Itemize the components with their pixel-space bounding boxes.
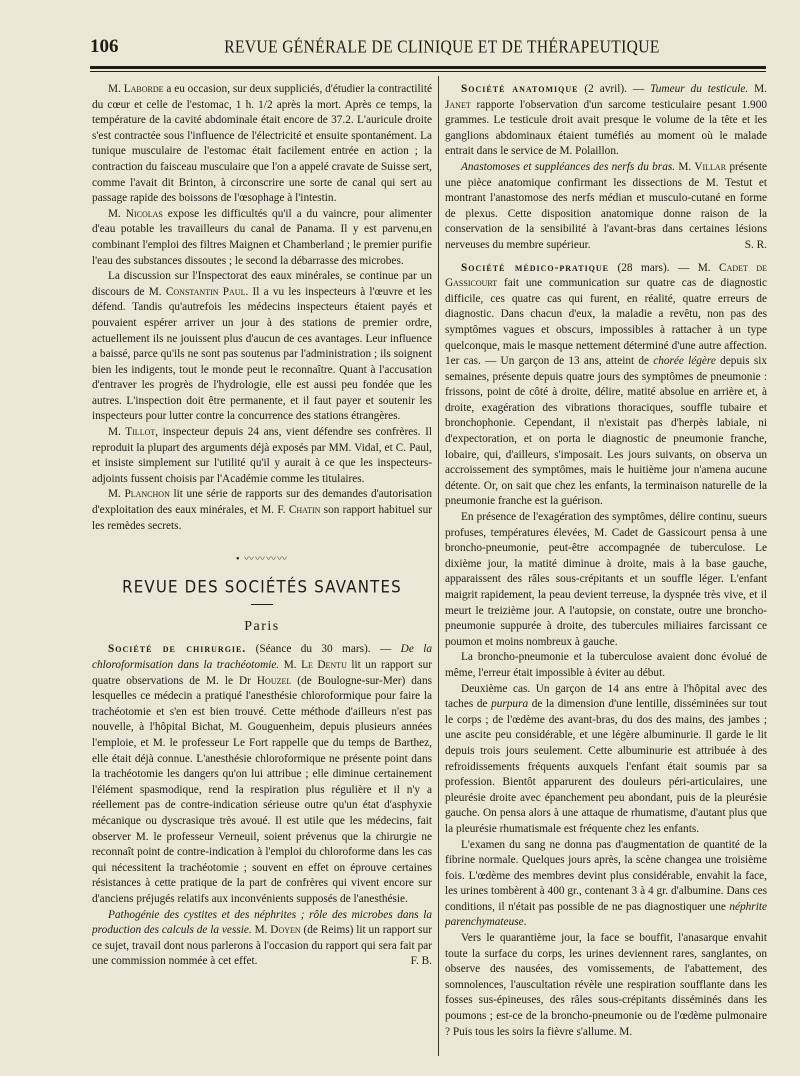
paragraph-text: a eu occasion, sur deux suppliciés, d'étudier la contractilité du cœur et celle de l'estomac, 1 h. 1/2 après la mort. Après ce temps, la température de la cavité abdominale était encore de 37.2. L'auricule droite s'est contractée sous l'influence de l'électricité et ensuite spontanément. La tunique musculaire de l'estomac était facilement entrée en action ; la contraction du faisceau musculaire que l'on a appelé cravate de Suisse sert, comme l'avait dit Brinton, à circonscrire une sorte de canal qui sert au passage rapide des boissons de l'œsophage à l'intestin.: [92, 83, 432, 205]
paragraph-planchon: [92, 487, 432, 534]
column-separator: [438, 76, 439, 1056]
paragraph-text: présente une pièce anatomique confirmant les dissections de M. Testut et montrant l'anastomose des nerfs médian et musculo-cutané en forme de plexus. Cette disposition anatomique donne raison de la conservation de la sensibilité à l'avant-bras dans certaines lésions nerveuses du membre supérieur.: [445, 160, 767, 251]
author-name: M. Laborde: [108, 83, 164, 95]
session-date: (28 mars). —: [609, 261, 698, 274]
paragraph-text: rapporte l'observation d'un sarcome testiculaire pesant 1.900 grammes. Le testicule droit avait presque le volume de la tête et les ganglions abdominaux étaient tuméfiés au moment où le malade entrait dans le service de M. Polaillon.: [445, 98, 767, 158]
section-rule: [251, 604, 273, 605]
paragraph-text: expose les difficultés qu'il a du vaincre, pour alimenter d'eau potable les travailleurs du canal de Panama. Il y est parvenu,en combinant l'emploi des filtres Maignen et Chamberland ; le premier purifie l'eau des substances dissoutes ; le second la débarrasse des microbes.: [92, 207, 432, 267]
signature: S. R.: [744, 238, 767, 251]
right-column: [445, 82, 767, 1062]
author-name: M. Nicolas: [108, 207, 163, 220]
page-header: [90, 36, 750, 60]
paragraph-quarantieme-jour: Vers le quarantième jour, la face se bouffit, l'anasarque envahit toute la surface du corps, les urines deviennent rares, sanglantes, on observe des nausées, des vomissements, de l'abattement, des somnolences, l'auscultation révèle une respiration soufflante dans les fosses sus-épineuses, des râles sous-crépitants disséminés dans les poumons ; est-ce de la broncho-pneumonie ou de l'œdème pulmonaire ? Puis tous les soirs la fièvre s'allume. M.: [445, 932, 767, 1038]
author-name: M. Tillot: [108, 426, 156, 439]
paragraph-medico-pratique: [445, 261, 767, 511]
header-rule: [90, 66, 766, 69]
page-number: 106: [90, 36, 119, 57]
author-name: M. Janet: [445, 83, 767, 111]
paragraph-tillot: [92, 425, 432, 487]
paragraph-text: Deuxième cas. Un garçon de 14 ans entre à l'hôpital avec des taches de: [445, 682, 767, 711]
paragraph-text: , inspecteur depuis 24 ans, vient défendre ses confrères. Il reproduit la plupart des arguments déjà exposés par MM. Vidal, et C. Paul, et insiste simplement sur l'utilité qu'il y aurait à ce que les inspecteurs-adjoints fussent choisis par l'Académie comme les titulaires.: [92, 426, 432, 485]
society-name: Société anatomique: [461, 83, 579, 95]
left-column: [92, 82, 432, 1062]
paragraph-evolution: La broncho-pneumonie et la tuberculose avaient donc évolué de même, l'erreur était impossible à éviter au début.: [445, 651, 767, 679]
emphasis-text: néphrite parenchymateuse: [445, 900, 767, 929]
author-name: M. Le Dentu: [279, 659, 347, 671]
author-name: M. Cadet de Gassicourt: [445, 261, 767, 290]
paragraph-text: (de Boulogne-sur-Mer) dans lesquelles ce médecin a pratiqué l'anesthésie chloroformique pour faire la trachéotomie et s'en est bien trouvé. Cette méthode d'ailleurs n'est pas nouvelle, à l'hôpital Bichat, M. Gouguenheim, depuis plusieurs années l'emploie, et M. le professeur Le Fort rappelle que du temps de Barthez, elle était déjà connue. L'anesthésie chloroformique ne présente point dans la trachéotomie les dangers qu'on lui attribue ; elle diminue certainement l'élément spasmodique, rend la respiration plus régulière et il n'y a réellement pas de contre-indication sérieuse outre qu'un état d'asphyxie mécanique ou dyscrasique très avoué. Il est utile que les médecins, fait observer M. le professeur Verneuil, soient prévenus que la chirurgie ne reconnaît point de contre-indication à l'emploi du chloroforme dans les cas qui nécessitent la trachéotomie ; souvent en effet on éprouve certaines résistances à cette pratique de la part de confrères qui vivent encore sur d'anciens préjugés relatifs aux inconvénients supposés de l'anesthésie.: [92, 674, 432, 905]
paragraph-deuxieme-cas: [445, 682, 767, 838]
topic-title: De la chloroformisation dans la trachéotomie.: [92, 643, 432, 671]
paragraph-text: depuis six semaines, présente depuis quatre jours des symptômes de pneumonie : frissons, point de côté à droite, délire, matité absolue en arrière et, à droite, exagération des vibrations thoraciques, souffle tubaire et bronchophonie. Cependant, il n'existait pas d'herpès labiale, ni d'expectoration, et on porta le diagnostic de pneumonie franche, lobaire, qui, d'ailleurs, s'imposait. Les jours suivants, on observa un accroissement des symptômes, mais le huitième jour n'amena aucune détente. Or, on sait que chez les enfants, la terminaison naturelle de la pneumonie franche est la guérison.: [445, 355, 767, 508]
session-date: (Séance du 30 mars). —: [246, 643, 401, 656]
author-name: M. Constantin Paul: [148, 285, 246, 298]
ornament-divider: • 〰〰〰〰: [235, 554, 288, 566]
society-name: Société de chirurgie.: [108, 643, 247, 656]
paragraph-text: de la dimension d'une lentille, disséminées sur tout le corps ; de l'œdème des avant-bras, du dos des mains, des jambes ; une ascite peu considérable, et une légère albuminurie. Il garde le lit depuis trois jours seulement. Cette albuminurie est attribuée à des refroidissements fréquents auxquels l'enfant était soumis par sa profession. Bientôt apparurent des douleurs péri-articulaires, une pleurésie droite avec épanchement peu abondant, puis de la pleurésie gauche. On pensa alors à une attaque de rhumatisme, d'autant plus que la pleurésie rhumatismale est fréquente chez les enfants.: [445, 698, 767, 835]
society-name: Société médico-pratique: [461, 261, 610, 274]
running-title: REVUE GÉNÉRALE DE CLINIQUE ET DE THÉRAPEUTIQUE: [224, 37, 660, 58]
paragraph-text: La discussion sur l'Inspectorat des eaux minérales, se continue par un discours de: [92, 270, 432, 298]
paragraph-text: (de Reims) lit un rapport sur ce sujet, travail dont nous parlerons à l'occasion du rapport qui sera fait par une commission nommée à cet effet.: [92, 924, 432, 968]
paragraph-text: son rapport habituel sur les remèdes secrets.: [92, 504, 432, 532]
paragraph-text: .: [523, 916, 527, 929]
paragraph-text: L'examen du sang ne donna pas d'augmentation de quantité de la fibrine normale. Quelques jours après, la scène changea une troisième fois. L'œdème des membres devint plus considérable, envahit la face, les urines tombèrent à 400 gr., contenant 3 à 4 gr. d'albumine. Dans ces conditions, il n'était pas possible de ne pas diagnostiquer une: [445, 838, 767, 913]
paragraph-anatomique: [445, 82, 767, 160]
paragraph-chirurgie: [92, 642, 432, 907]
section-title: REVUE DES SOCIÉTÉS SAVANTES: [122, 576, 402, 598]
author-name: M. Villar: [675, 160, 727, 173]
author-name: M. Doyen: [251, 924, 301, 937]
paragraph-exageration: En présence de l'exagération des symptômes, délire continu, sueurs profuses, températures élevées, M. Cadet de Gassicourt pensa à une broncho-pneumonie, peut-être accompagnée de tuberculose. Le dixième jour, la matité diminue à droite, mais à la base gauche, apparaissent des râles sous-crépitants et un souffle léger. L'enfant maigrit rapidement, la peau devient terreuse, la dyspnée très vive, et il meurt le treizième jour. A l'autopsie, on constate, outre une broncho-pneumonie suppurée à droite, des tubercules miliaires farcissant ce poumon et moins nombreux à gauche.: [445, 511, 767, 648]
author-name: M. Planchon: [108, 488, 170, 501]
topic-title: Tumeur du testicule.: [650, 83, 749, 95]
paragraph-text: . Il a vu les inspecteurs à l'œuvre et les défend. Tandis qu'autrefois les médecins inspecteurs étaient payés et pouvaient espérer arriver un jour à des stations de premier ordre, actuellement ils ne jouissent plus d'aucun de ces avantages. Leur influence a baissé, parce qu'ils ne sont pas soutenus par l'administration ; ils soignent bien les indigents, tout le monde peut le reconnaître. Quant à l'accusation d'entraver les progrès de l'hydrologie, elle est aussi peu fondée que les autres. L'inspection doit être permanente, et il faut payer et soutenir les inspecteurs pour lutter contre la concurrence des stations étrangères.: [92, 285, 432, 423]
header-rule-thin: [90, 71, 766, 72]
author-name: M. F. Chatin: [261, 504, 321, 517]
paragraph-anastomoses: [445, 160, 767, 254]
paragraph-inspectorat: [92, 269, 432, 425]
paragraph-cystites: [92, 908, 432, 970]
topic-title: Anastomoses et suppléances des nerfs du bras.: [461, 160, 676, 173]
author-name: Houzel: [256, 674, 292, 687]
emphasis-text: purpura: [491, 698, 529, 711]
paragraph-text: fait une communication sur quatre cas de diagnostic difficile, ces quatre cas qui furent, en réalité, quatre erreurs de diagnostic. Dans chacun d'eux, la maladie a revêtu, non pas des symptômes vagues et obscurs, impossibles à rattacher à un type quelconque, mais le masque nettement déterminé d'une autre affection. 1er cas. — Un garçon de 13 ans, atteint de: [445, 277, 767, 368]
emphasis-text: chorée légère: [653, 355, 716, 368]
session-date: (2 avril). —: [578, 83, 651, 95]
topic-title: Pathogénie des cystites et des néphrites ; rôle des microbes dans la production des calculs de la vessie.: [92, 908, 432, 937]
city-heading: Paris: [244, 618, 280, 634]
paragraph-laborde: [92, 82, 432, 207]
paragraph-nicolas: [92, 207, 432, 269]
paragraph-text: lit une série de rapports sur des demandes d'autorisation d'exploitation des eaux minérales, et: [92, 488, 432, 517]
paragraph-examen-sang: [445, 838, 767, 932]
signature: F. B.: [410, 955, 432, 968]
paragraph-text: lit un rapport sur quatre observations de M. le Dr: [92, 659, 432, 687]
spacer: [445, 254, 767, 261]
